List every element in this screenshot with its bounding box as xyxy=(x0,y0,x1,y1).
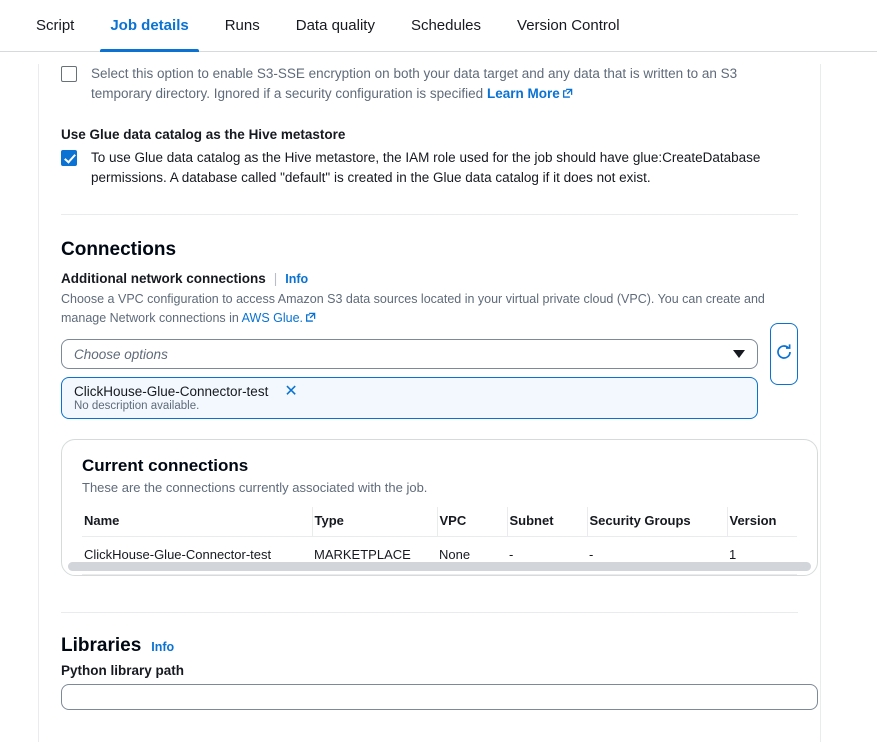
info-link[interactable]: Info xyxy=(151,640,175,654)
current-connections-description: These are the connections currently associated with the job. xyxy=(82,480,428,495)
token-sublabel: No description available. xyxy=(74,400,200,412)
tab-label: Data quality xyxy=(295,17,375,34)
chevron-down-icon xyxy=(733,350,745,358)
tab-label: Schedules xyxy=(410,17,482,34)
horizontal-scrollbar[interactable] xyxy=(68,562,811,571)
glue-catalog-heading: Use Glue data catalog as the Hive metastore xyxy=(61,127,346,142)
current-connections-title: Current connections xyxy=(82,456,249,475)
refresh-icon xyxy=(774,342,794,367)
refresh-button[interactable] xyxy=(770,323,798,385)
connections-title: Connections xyxy=(61,239,177,260)
sse-encryption-option[interactable] xyxy=(61,64,798,105)
glue-catalog-description: To use Glue data catalog as the Hive metastore, the IAM role used for the job should have glue:CreateDatabase permissions. A database called "default" is created in the Glue data catalog if it does not exist. xyxy=(91,150,761,185)
tab-version-control[interactable] xyxy=(499,0,638,51)
glue-catalog-checkbox[interactable] xyxy=(61,150,77,166)
table-header-row xyxy=(82,507,797,537)
cell-vpc: None xyxy=(437,537,507,575)
tab-script[interactable] xyxy=(18,0,92,51)
additional-network-connections-description xyxy=(61,290,798,329)
python-library-path-label: Python library path xyxy=(61,663,185,678)
sse-encryption-checkbox[interactable] xyxy=(61,66,77,82)
column-header-subnet[interactable]: Subnet xyxy=(507,507,587,537)
tab-label: Script xyxy=(36,17,75,34)
tab-bar xyxy=(0,0,877,52)
sse-encryption-description xyxy=(91,64,798,105)
glue-catalog-option[interactable] xyxy=(61,148,798,188)
divider xyxy=(61,214,798,215)
cell-subnet: - xyxy=(507,537,587,575)
connection-select-row xyxy=(61,339,798,419)
field-label-text: Additional network connections xyxy=(61,271,266,286)
tab-job-details[interactable] xyxy=(92,0,206,51)
cell-security-groups: - xyxy=(587,537,727,575)
tab-runs[interactable] xyxy=(207,0,278,51)
cell-name: ClickHouse-Glue-Connector-test xyxy=(82,537,312,575)
external-link-icon xyxy=(562,85,573,105)
token-label: ClickHouse-Glue-Connector-test xyxy=(74,384,269,399)
aws-glue-link[interactable]: AWS Glue. xyxy=(241,311,304,325)
connections-multiselect[interactable] xyxy=(61,339,758,369)
info-link[interactable]: Info xyxy=(285,271,309,286)
sse-encryption-text: Select this option to enable S3-SSE encryption on both your data target and any data that is written to an S3 temporary directory. Ignored if a security configuration is specified xyxy=(91,66,738,101)
libraries-header xyxy=(61,635,798,657)
column-header-type[interactable]: Type xyxy=(312,507,437,537)
additional-network-connections-label xyxy=(61,271,798,286)
divider xyxy=(61,612,798,613)
tab-label: Runs xyxy=(224,17,260,34)
external-link-icon xyxy=(305,310,316,329)
column-header-vpc[interactable]: VPC xyxy=(437,507,507,537)
close-icon[interactable]: ✕ xyxy=(284,383,298,400)
label-separator: | xyxy=(273,271,278,286)
description-text: Choose a VPC configuration to access Amazon S3 data sources located in your virtual private cloud (VPC). You can create and manage Network connections in xyxy=(61,292,765,325)
column-header-name[interactable]: Name xyxy=(82,507,312,537)
cell-version: 1 xyxy=(727,537,797,575)
selected-connection-token[interactable] xyxy=(61,377,758,419)
tab-label: Job details xyxy=(110,17,189,34)
tab-label: Version Control xyxy=(517,17,620,34)
python-library-path-input[interactable] xyxy=(61,684,818,710)
current-connections-card xyxy=(61,439,818,576)
tab-schedules[interactable] xyxy=(393,0,499,51)
tab-data-quality[interactable] xyxy=(278,0,393,51)
column-header-security-groups[interactable]: Security Groups xyxy=(587,507,727,537)
scrollbar-thumb[interactable] xyxy=(68,562,811,571)
learn-more-link[interactable]: Learn More xyxy=(486,86,560,101)
cell-type: MARKETPLACE xyxy=(312,537,437,575)
job-details-content xyxy=(38,64,821,742)
column-header-version[interactable]: Version xyxy=(727,507,797,537)
connections-multiselect-placeholder: Choose options xyxy=(74,346,168,362)
libraries-title: Libraries xyxy=(61,635,142,656)
